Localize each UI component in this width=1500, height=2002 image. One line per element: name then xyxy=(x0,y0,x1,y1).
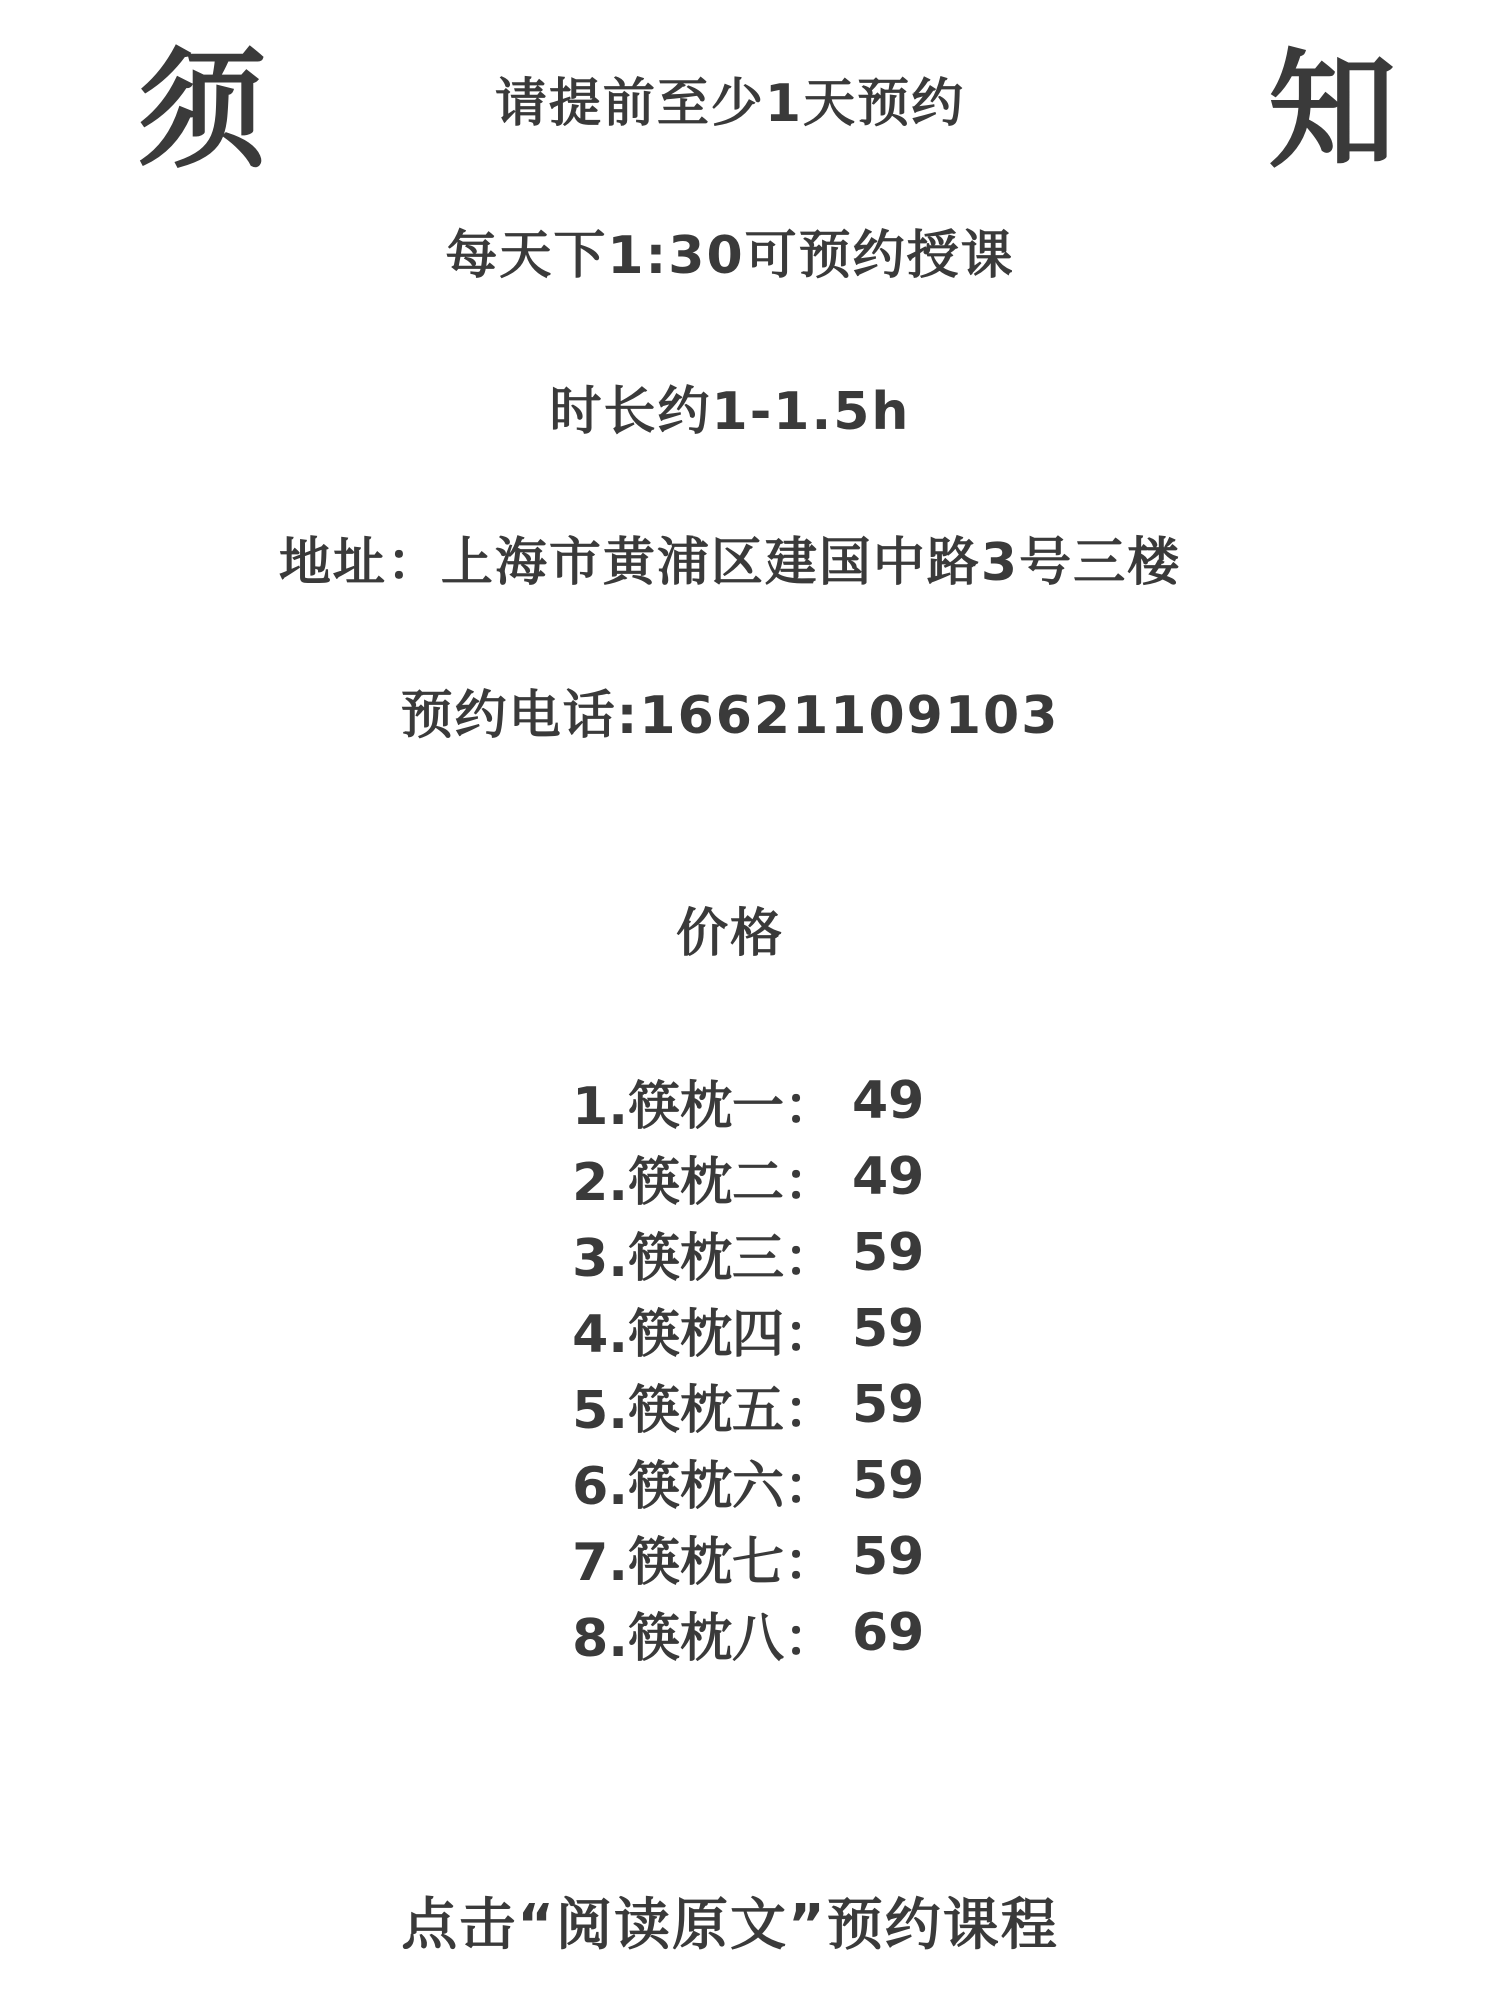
price-heading: 价格 xyxy=(675,904,784,964)
price-item-name: 2.筷枕二： xyxy=(572,1152,836,1213)
price-item xyxy=(560,1443,960,1519)
price-item-name: 1.筷枕一： xyxy=(572,1076,836,1137)
price-list xyxy=(560,1063,960,1671)
advance-booking-note: 请提前至少1天预约 xyxy=(494,74,966,134)
price-item xyxy=(560,1367,960,1443)
price-item xyxy=(560,1215,960,1291)
price-item-name: 8.筷枕八： xyxy=(572,1608,836,1669)
price-item xyxy=(560,1291,960,1367)
price-item xyxy=(560,1519,960,1595)
price-item-name: 7.筷枕七： xyxy=(572,1532,836,1593)
read-original-cta: 点击“阅读原文”预约课程 xyxy=(401,1893,1059,1958)
price-item-value: 49 xyxy=(852,1147,925,1207)
price-item-name: 3.筷枕三： xyxy=(572,1228,836,1289)
price-item-value: 59 xyxy=(852,1299,925,1359)
price-item-value: 59 xyxy=(852,1375,925,1435)
price-item-value: 59 xyxy=(852,1527,925,1587)
price-item xyxy=(560,1063,960,1139)
phone-note: 预约电话:16621109103 xyxy=(400,686,1060,746)
duration-note: 时长约1-1.5h xyxy=(549,382,911,442)
price-item-value: 69 xyxy=(852,1603,925,1663)
price-item-value: 59 xyxy=(852,1223,925,1283)
price-item xyxy=(560,1595,960,1671)
price-item-name: 5.筷枕五： xyxy=(572,1380,836,1441)
price-item-name: 6.筷枕六： xyxy=(572,1456,836,1517)
corner-title-left: 须 xyxy=(138,37,267,186)
address-note: 地址：上海市黄浦区建国中路3号三楼 xyxy=(278,533,1182,593)
price-item-name: 4.筷枕四： xyxy=(572,1304,836,1365)
price-item xyxy=(560,1139,960,1215)
schedule-note: 每天下1:30可预约授课 xyxy=(445,226,1015,286)
price-item-value: 59 xyxy=(852,1451,925,1511)
price-item-value: 49 xyxy=(852,1071,925,1131)
corner-title-right: 知 xyxy=(1268,37,1397,186)
